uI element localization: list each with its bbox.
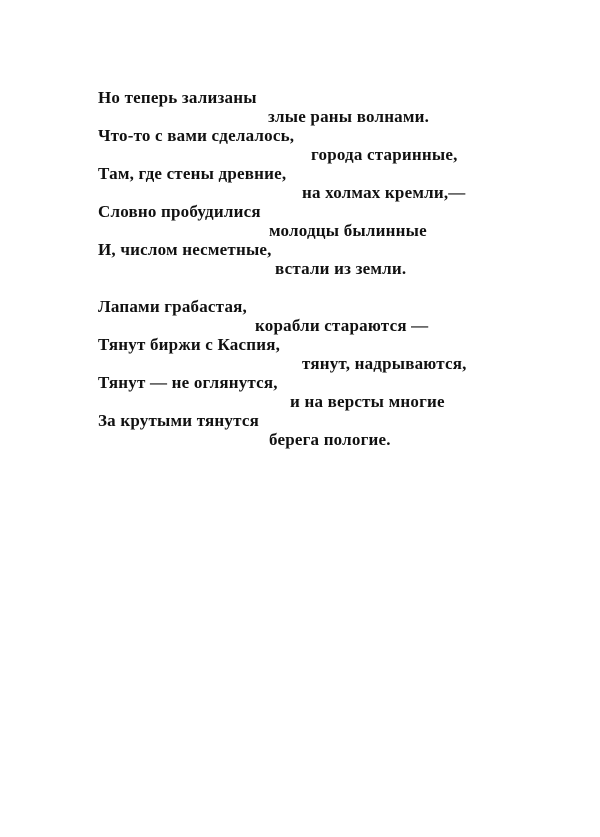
poem-line: И, числом несметные, [98,240,272,259]
poem-line: тянут, надрываются, [302,354,467,373]
poem-line: на холмах кремли,— [302,183,466,202]
poem-line: Тянут биржи с Каспия, [98,335,281,354]
poem-line: Лапами грабастая, [98,297,247,316]
poem-line: и на версты многие [290,392,445,411]
poem-line: Там, где стены древние, [98,164,287,183]
poem-line: злые раны волнами. [268,107,430,126]
poem-line: города старинные, [311,145,458,164]
poem-line: Словно пробудилися [98,202,261,221]
poem-line: молодцы былинные [269,221,427,240]
poem-line: корабли стараются — [255,316,429,335]
poem-line: За крутыми тянутся [98,411,260,430]
poem-line: берега пологие. [269,430,391,449]
poem-line: Но теперь зализаны [98,88,257,107]
poem-line: встали из земли. [275,259,407,278]
poem-line: Тянут — не оглянутся, [98,373,278,392]
poem-line: Что-то с вами сделалось, [98,126,295,145]
